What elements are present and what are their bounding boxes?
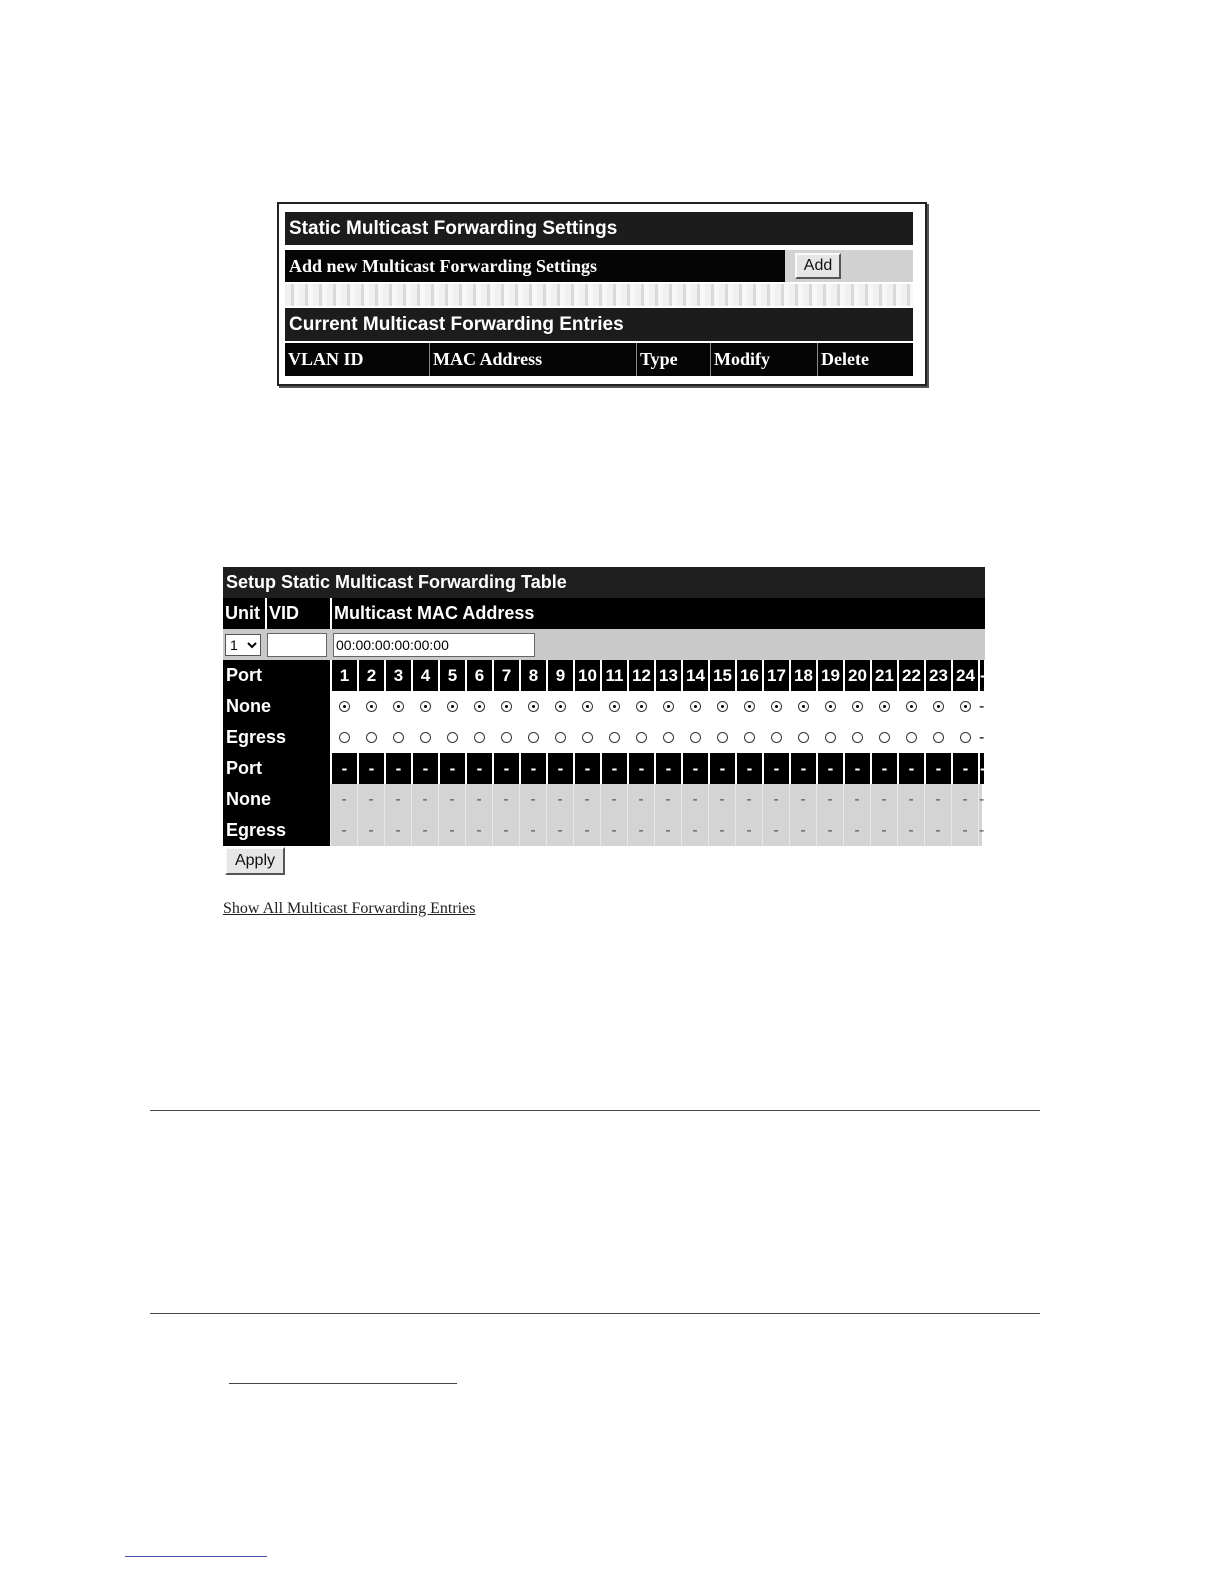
empty-port-cell: - (627, 784, 654, 815)
egress-radio-20[interactable] (852, 732, 863, 743)
radio-cell (870, 691, 897, 722)
grid-row-none (223, 691, 985, 722)
separator-band (285, 284, 913, 306)
empty-port-cell: - (843, 784, 870, 815)
radio-cell (789, 691, 816, 722)
egress-radio-8[interactable] (528, 732, 539, 743)
egress-radio-4[interactable] (420, 732, 431, 743)
settings-title: Static Multicast Forwarding Settings (285, 212, 913, 245)
radio-cell (951, 691, 978, 722)
setup-table-title: Setup Static Multicast Forwarding Table (223, 567, 985, 598)
egress-radio-13[interactable] (663, 732, 674, 743)
empty-port-cell: - (438, 815, 465, 846)
radio-cell (384, 722, 411, 753)
empty-port-cell: - (492, 815, 519, 846)
none-radio-3[interactable] (393, 701, 404, 712)
radio-cell (708, 722, 735, 753)
empty-port-cell: - (735, 815, 762, 846)
port-number-cell: 15 (708, 660, 735, 691)
empty-port-cell: - (897, 784, 924, 815)
port-placeholder-cell: - (357, 753, 384, 784)
port-placeholder-cell: - (843, 753, 870, 784)
footnote-rule (229, 1383, 457, 1384)
grid-row-port (223, 753, 985, 784)
port-number-cell: 13 (654, 660, 681, 691)
mac-address-input[interactable] (333, 633, 535, 657)
egress-radio-6[interactable] (474, 732, 485, 743)
empty-port-cell: - (978, 815, 982, 846)
port-number-cell: 8 (519, 660, 546, 691)
port-number-cell: 18 (789, 660, 816, 691)
radio-cell (762, 691, 789, 722)
radio-cell (681, 722, 708, 753)
none-radio-17[interactable] (771, 701, 782, 712)
radio-cell (492, 691, 519, 722)
radio-cell (762, 722, 789, 753)
port-number-cell: - (978, 660, 984, 691)
empty-port-cell: - (762, 784, 789, 815)
port-placeholder-cell: - (465, 753, 492, 784)
port-placeholder-cell: - (816, 753, 843, 784)
empty-port-cell: - (546, 815, 573, 846)
empty-port-cell: - (411, 815, 438, 846)
port-placeholder-cell: - (762, 753, 789, 784)
egress-radio-22[interactable] (906, 732, 917, 743)
port-placeholder-cell: - (492, 753, 519, 784)
empty-port-cell: - (924, 784, 951, 815)
port-placeholder-cell: - (438, 753, 465, 784)
row-label-egress: Egress (223, 722, 330, 753)
radio-cell (816, 691, 843, 722)
none-radio-10[interactable] (582, 701, 593, 712)
port-number-cell: 24 (951, 660, 978, 691)
port-placeholder-cell: - (870, 753, 897, 784)
port-number-cell: 23 (924, 660, 951, 691)
port-number-cell: 6 (465, 660, 492, 691)
grid-row-port (223, 660, 985, 691)
radio-cell (627, 691, 654, 722)
port-number-cell: 9 (546, 660, 573, 691)
radio-cell (465, 691, 492, 722)
empty-port-cell: - (465, 815, 492, 846)
radio-cell (843, 691, 870, 722)
none-radio-2[interactable] (366, 701, 377, 712)
empty-port-cell: - (573, 784, 600, 815)
empty-port-cell: - (627, 815, 654, 846)
row-label-egress: Egress (223, 815, 330, 846)
empty-port-cell: - (465, 784, 492, 815)
radio-cell (897, 722, 924, 753)
none-radio-12[interactable] (636, 701, 647, 712)
empty-port-cell: - (762, 815, 789, 846)
port-placeholder-cell: - (735, 753, 762, 784)
current-entries-title: Current Multicast Forwarding Entries (285, 308, 913, 341)
egress-radio-24[interactable] (960, 732, 971, 743)
port-number-cell: 10 (573, 660, 600, 691)
none-radio-9[interactable] (555, 701, 566, 712)
none-radio-15[interactable] (717, 701, 728, 712)
radio-cell (600, 691, 627, 722)
radio-cell (654, 722, 681, 753)
empty-port-cell: - (519, 784, 546, 815)
port-number-cell: 19 (816, 660, 843, 691)
port-number-cell: 20 (843, 660, 870, 691)
port-placeholder-cell: - (654, 753, 681, 784)
radio-cell (519, 691, 546, 722)
port-number-cell: 21 (870, 660, 897, 691)
empty-port-cell: - (654, 784, 681, 815)
col-mac-address: MAC Address (429, 343, 636, 376)
port-placeholder-cell: - (519, 753, 546, 784)
empty-port-cell: - (789, 815, 816, 846)
empty-port-cell: - (843, 815, 870, 846)
port-placeholder-cell: - (546, 753, 573, 784)
radio-cell (384, 691, 411, 722)
radio-cell (951, 722, 978, 753)
port-placeholder-cell: - (384, 753, 411, 784)
radio-cell (438, 722, 465, 753)
row-label-port: Port (223, 753, 330, 784)
empty-port-cell: - (600, 784, 627, 815)
none-radio-14[interactable] (690, 701, 701, 712)
egress-radio-17[interactable] (771, 732, 782, 743)
none-radio-16[interactable] (744, 701, 755, 712)
radio-cell (519, 722, 546, 753)
empty-port-cell: - (924, 815, 951, 846)
none-radio-18[interactable] (798, 701, 809, 712)
radio-placeholder-cell: - (978, 722, 984, 753)
port-number-cell: 1 (330, 660, 357, 691)
port-number-cell: 3 (384, 660, 411, 691)
empty-port-cell: - (330, 815, 357, 846)
egress-radio-21[interactable] (879, 732, 890, 743)
port-placeholder-cell: - (411, 753, 438, 784)
unit-header: Unit (225, 603, 260, 623)
radio-cell (627, 722, 654, 753)
entries-header-row (285, 343, 913, 376)
none-radio-20[interactable] (852, 701, 863, 712)
mac-header: Multicast MAC Address (330, 598, 630, 629)
none-radio-23[interactable] (933, 701, 944, 712)
grid-row-egress (223, 722, 985, 753)
radio-cell (330, 691, 357, 722)
port-number-cell: 14 (681, 660, 708, 691)
port-placeholder-cell: - (573, 753, 600, 784)
port-placeholder-cell: - (978, 753, 984, 784)
egress-radio-15[interactable] (717, 732, 728, 743)
port-placeholder-cell: - (924, 753, 951, 784)
radio-cell (816, 722, 843, 753)
none-radio-1[interactable] (339, 701, 350, 712)
static-multicast-settings-panel (277, 202, 927, 386)
radio-cell (924, 722, 951, 753)
radio-cell (492, 722, 519, 753)
empty-port-cell: - (411, 784, 438, 815)
empty-port-cell: - (870, 784, 897, 815)
empty-port-cell: - (951, 784, 978, 815)
port-number-cell: 16 (735, 660, 762, 691)
port-placeholder-cell: - (789, 753, 816, 784)
egress-radio-1[interactable] (339, 732, 350, 743)
egress-radio-10[interactable] (582, 732, 593, 743)
port-placeholder-cell: - (897, 753, 924, 784)
empty-port-cell: - (708, 815, 735, 846)
col-vlan-id: VLAN ID (288, 349, 364, 369)
radio-cell (600, 722, 627, 753)
radio-cell (870, 722, 897, 753)
radio-cell (735, 722, 762, 753)
none-radio-6[interactable] (474, 701, 485, 712)
empty-port-cell: - (681, 784, 708, 815)
unit-select[interactable] (225, 634, 261, 656)
port-placeholder-cell: - (600, 753, 627, 784)
radio-cell (411, 722, 438, 753)
setup-input-row (223, 629, 985, 660)
empty-port-cell: - (357, 784, 384, 815)
radio-cell (357, 722, 384, 753)
egress-radio-16[interactable] (744, 732, 755, 743)
empty-port-cell: - (816, 815, 843, 846)
port-number-cell: 11 (600, 660, 627, 691)
empty-port-cell: - (492, 784, 519, 815)
empty-port-cell: - (654, 815, 681, 846)
empty-port-cell: - (573, 815, 600, 846)
none-radio-5[interactable] (447, 701, 458, 712)
divider-bottom (150, 1313, 1040, 1314)
egress-radio-23[interactable] (933, 732, 944, 743)
radio-cell (357, 691, 384, 722)
egress-radio-18[interactable] (798, 732, 809, 743)
footer-link-rule (125, 1556, 267, 1557)
radio-cell (789, 722, 816, 753)
port-number-cell: 4 (411, 660, 438, 691)
empty-port-cell: - (600, 815, 627, 846)
col-modify: Modify (710, 343, 817, 376)
radio-cell (735, 691, 762, 722)
radio-cell (438, 691, 465, 722)
port-number-cell: 17 (762, 660, 789, 691)
grid-row-none (223, 784, 985, 815)
none-radio-8[interactable] (528, 701, 539, 712)
empty-port-cell: - (357, 815, 384, 846)
egress-radio-11[interactable] (609, 732, 620, 743)
radio-cell (897, 691, 924, 722)
egress-radio-19[interactable] (825, 732, 836, 743)
apply-button[interactable]: Apply (225, 847, 285, 875)
radio-cell (924, 691, 951, 722)
radio-cell (573, 691, 600, 722)
empty-port-cell: - (519, 815, 546, 846)
radio-cell (330, 722, 357, 753)
empty-port-cell: - (735, 784, 762, 815)
radio-cell (411, 691, 438, 722)
empty-port-cell: - (438, 784, 465, 815)
radio-placeholder-cell: - (978, 691, 984, 722)
port-number-cell: 22 (897, 660, 924, 691)
egress-radio-3[interactable] (393, 732, 404, 743)
none-radio-13[interactable] (663, 701, 674, 712)
port-number-cell: 2 (357, 660, 384, 691)
radio-cell (573, 722, 600, 753)
empty-port-cell: - (708, 784, 735, 815)
none-radio-4[interactable] (420, 701, 431, 712)
port-placeholder-cell: - (627, 753, 654, 784)
col-delete: Delete (817, 343, 913, 376)
empty-port-cell: - (951, 815, 978, 846)
radio-cell (681, 691, 708, 722)
row-label-none: None (223, 784, 330, 815)
vid-input[interactable] (267, 633, 327, 657)
port-placeholder-cell: - (708, 753, 735, 784)
empty-port-cell: - (330, 784, 357, 815)
none-radio-22[interactable] (906, 701, 917, 712)
port-number-cell: 5 (438, 660, 465, 691)
radio-cell (465, 722, 492, 753)
add-button[interactable]: Add (795, 253, 841, 279)
empty-port-cell: - (897, 815, 924, 846)
divider-top (150, 1110, 1040, 1111)
port-placeholder-cell: - (330, 753, 357, 784)
add-settings-label: Add new Multicast Forwarding Settings (285, 250, 785, 282)
empty-port-cell: - (789, 784, 816, 815)
egress-radio-5[interactable] (447, 732, 458, 743)
radio-cell (546, 691, 573, 722)
add-settings-row (285, 250, 913, 282)
empty-port-cell: - (816, 784, 843, 815)
port-placeholder-cell: - (681, 753, 708, 784)
port-number-cell: 12 (627, 660, 654, 691)
empty-port-cell: - (384, 815, 411, 846)
none-radio-21[interactable] (879, 701, 890, 712)
vid-header: VID (265, 598, 329, 629)
none-radio-19[interactable] (825, 701, 836, 712)
grid-row-egress (223, 815, 985, 846)
row-label-port: Port (223, 660, 330, 691)
port-placeholder-cell: - (951, 753, 978, 784)
radio-cell (843, 722, 870, 753)
empty-port-cell: - (978, 784, 982, 815)
empty-port-cell: - (681, 815, 708, 846)
none-radio-24[interactable] (960, 701, 971, 712)
port-number-cell: 7 (492, 660, 519, 691)
radio-cell (654, 691, 681, 722)
setup-header-row (223, 598, 985, 629)
none-radio-11[interactable] (609, 701, 620, 712)
empty-port-cell: - (870, 815, 897, 846)
none-radio-7[interactable] (501, 701, 512, 712)
show-all-entries-link[interactable]: Show All Multicast Forwarding Entries (223, 900, 476, 917)
radio-cell (708, 691, 735, 722)
row-label-none: None (223, 691, 330, 722)
egress-radio-7[interactable] (501, 732, 512, 743)
egress-radio-9[interactable] (555, 732, 566, 743)
egress-radio-12[interactable] (636, 732, 647, 743)
egress-radio-2[interactable] (366, 732, 377, 743)
empty-port-cell: - (546, 784, 573, 815)
egress-radio-14[interactable] (690, 732, 701, 743)
col-type: Type (636, 343, 710, 376)
empty-port-cell: - (384, 784, 411, 815)
radio-cell (546, 722, 573, 753)
